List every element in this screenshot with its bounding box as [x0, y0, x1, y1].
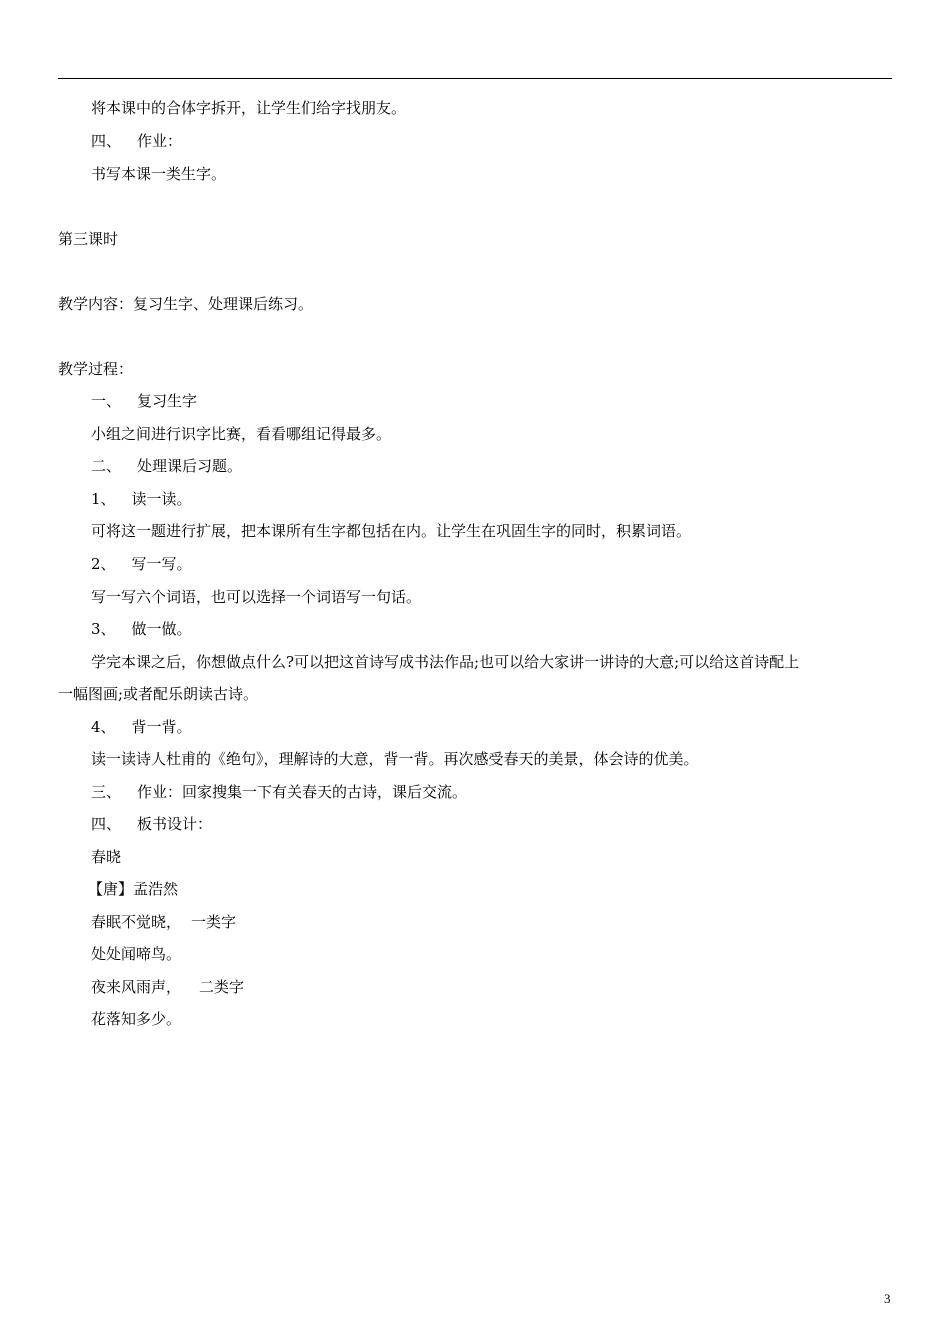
header-rule [58, 78, 892, 79]
board-poem-line: 春眠不觉晓， 一类字 [91, 913, 237, 931]
board-poem-line: 夜来风雨声， 二类字 [91, 978, 245, 996]
paragraph: 学完本课之后，你想做点什么?可以把这首诗写成书法作品;也可以给大家讲一讲诗的大意;可以给这首诗配上 [91, 653, 800, 671]
paragraph: 书写本课一类生字。 [91, 165, 227, 183]
teaching-process-heading: 教学过程： [58, 360, 134, 378]
board-poem-line: 处处闻啼鸟。 [91, 945, 182, 963]
paragraph-continuation: 一幅图画;或者配乐朗读古诗。 [58, 685, 259, 703]
paragraph: 写一写六个词语，也可以选择一个词语写一句话。 [91, 588, 422, 606]
exercise-heading: 1、 读一读。 [91, 490, 192, 508]
paragraph: 可将这一题进行扩展，把本课所有生字都包括在内。让学生在巩固生字的同时，积累词语。 [91, 522, 692, 540]
section-heading: 三、 作业：回家搜集一下有关春天的古诗，课后交流。 [91, 783, 468, 801]
paragraph: 将本课中的合体字拆开，让学生们给字找朋友。 [91, 99, 407, 117]
section-heading: 二、 处理课后习题。 [91, 457, 243, 475]
exercise-heading: 3、 做一做。 [91, 620, 192, 638]
paragraph: 读一读诗人杜甫的《绝句》，理解诗的大意，背一背。再次感受春天的美景，体会诗的优美。 [91, 750, 699, 768]
board-poem-author: 【唐】孟浩然 [88, 880, 179, 898]
page-number: 3 [884, 1291, 891, 1306]
paragraph: 小组之间进行识字比赛，看看哪组记得最多。 [91, 425, 392, 443]
section-heading: 四、 板书设计： [91, 815, 213, 833]
section-heading: 四、 作业： [91, 132, 183, 150]
exercise-heading: 2、 写一写。 [91, 555, 192, 573]
lesson-heading: 第三课时 [58, 230, 119, 248]
teaching-content: 教学内容：复习生字、处理课后练习。 [58, 295, 314, 313]
exercise-heading: 4、 背一背。 [91, 718, 192, 736]
section-heading: 一、 复习生字 [91, 392, 198, 410]
board-poem-title: 春晓 [91, 848, 122, 866]
board-poem-line: 花落知多少。 [91, 1010, 182, 1028]
